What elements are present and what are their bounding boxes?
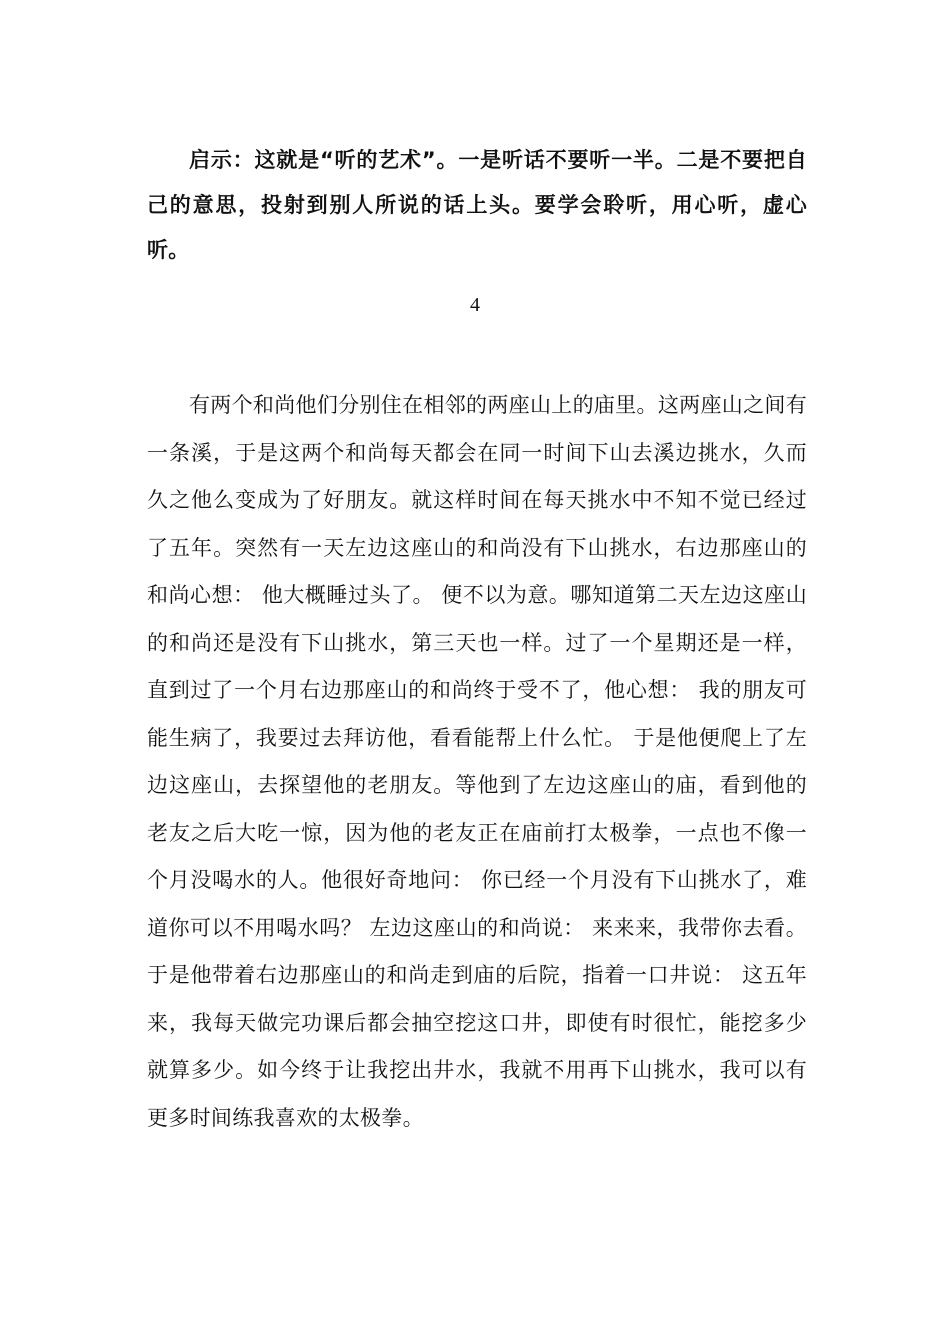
- section-number: 4: [470, 294, 480, 316]
- story-paragraph: 有两个和尚他们分别住在相邻的两座山上的庙里。这两座山之间有一条溪，于是这两个和尚每天都会在同一时间下山去溪边挑水，久而久之他么变成为了好朋友。就这样时间在每天挑水中不知不觉已经过了五年。突然有一天左边这座山的和尚没有下山挑水，右边那座山的和尚心想： 他大概睡过头了。 便不以为意。哪知道第二天左边这座山的和尚还是没有下山挑水，第三天也一样。过了一个星期还是一样，直到过了一个月右边那座山的和尚终于受不了，他心想： 我的朋友可能生病了，我要过去拜访他，看看能帮上什么忙。 于是他便爬上了左边这座山，去探望他的老朋友。等他到了左边这座山的庙，看到他的老友之后大吃一惊，因为他的老友正在庙前打太极拳，一点也不像一个月没喝水的人。他很好奇地问： 你已经一个月没有下山挑水了，难道你可以不用喝水吗？ 左边这座山的和尚说： 来来来，我带你去看。 于是他带着右边那座山的和尚走到庙的后院，指着一口井说： 这五年来，我每天做完功课后都会抽空挖这口井，即使有时很忙，能挖多少就算多少。如今终于让我挖出井水，我就不用再下山挑水，我可以有更多时间练我喜欢的太极拳。: [147, 393, 807, 1130]
- insight-paragraph: 启示：这就是“听的艺术”。一是听话不要听一半。二是不要把自己的意思，投射到别人所说的话上头。要学会聆听，用心听，虚心听。: [147, 148, 807, 262]
